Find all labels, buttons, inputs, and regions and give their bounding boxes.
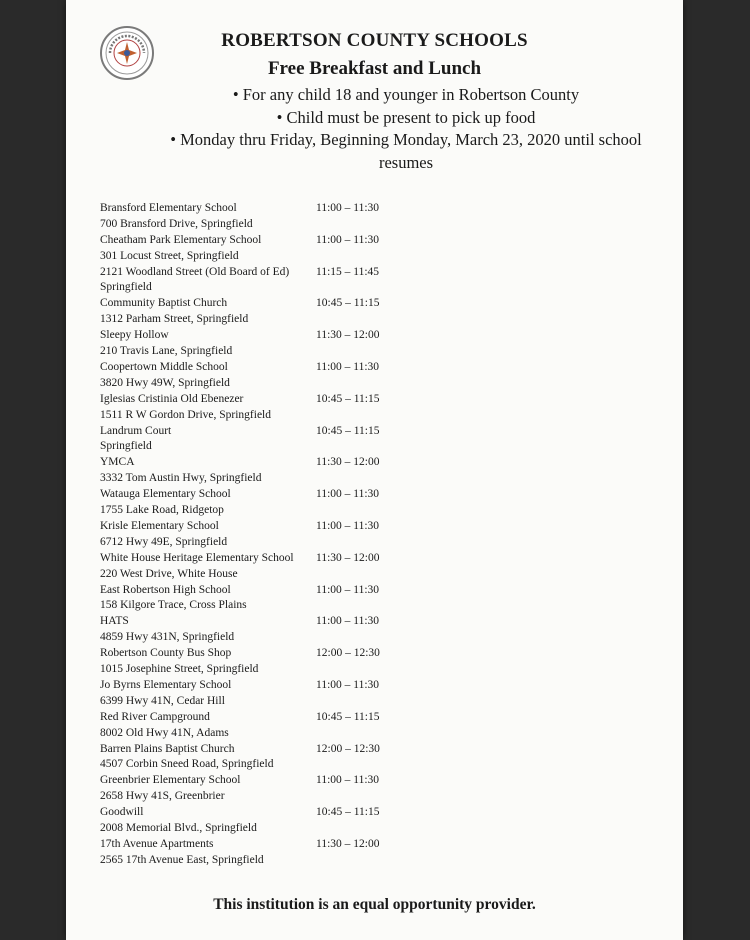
location-address: 700 Bransford Drive, Springfield [100,217,253,230]
flyer-page [66,0,683,940]
location-time: 10:45 – 11:15 [316,297,380,310]
location-time: 11:30 – 12:00 [316,456,380,469]
location-name: YMCA [100,456,135,469]
location-address: 8002 Old Hwy 41N, Adams [100,726,229,739]
location-entry [100,392,660,424]
location-name: Community Baptist Church [100,297,228,310]
location-time: 11:00 – 11:30 [316,774,380,787]
location-time: 11:00 – 11:30 [316,360,380,373]
location-name: Watauga Elementary School [100,488,231,501]
location-entry [100,742,660,774]
location-name: Iglesias Cristinia Old Ebenezer [100,392,244,405]
location-entry [100,201,660,233]
location-time: 11:30 – 12:00 [316,329,380,342]
location-time: 11:30 – 12:00 [316,837,380,850]
location-name: Barren Plains Baptist Church [100,742,235,755]
location-address: 3332 Tom Austin Hwy, Springfield [100,472,262,485]
location-entry [100,646,660,678]
location-time: 10:45 – 11:15 [316,710,380,723]
location-address: 1015 Josephine Street, Springfield [100,662,259,675]
location-address: 158 Kilgore Trace, Cross Plains [100,599,247,612]
location-entry [100,360,660,392]
location-time: 11:00 – 11:30 [316,519,380,532]
location-name: Krisle Elementary School [100,519,219,532]
location-address: 2008 Memorial Blvd., Springfield [100,821,257,834]
location-address: 1511 R W Gordon Drive, Springfield [100,408,271,421]
location-address: 220 West Drive, White House [100,567,238,580]
location-address: 3820 Hwy 49W, Springfield [100,376,230,389]
location-address: 6712 Hwy 49E, Springfield [100,535,228,548]
location-entry [100,296,660,328]
bullet-presence: • Child must be present to pick up food [276,107,536,127]
location-entry [100,837,660,869]
eligibility-bullets [146,84,666,174]
location-name: Bransford Elementary School [100,202,237,214]
location-address: Springfield [100,281,152,294]
location-name: 17th Avenue Apartments [100,837,214,850]
location-name: Coopertown Middle School [100,360,228,373]
location-time: 11:00 – 11:30 [316,678,380,691]
bullet-age: • For any child 18 and younger in Robertson County [232,85,580,104]
location-time: 12:00 – 12:30 [316,742,380,755]
location-address: 301 Locust Street, Springfield [100,249,239,262]
location-name: Greenbrier Elementary School [100,774,241,787]
page-subtitle: Free Breakfast and Lunch [267,58,482,79]
location-entry [100,328,660,360]
location-time: 12:00 – 12:30 [316,647,380,660]
location-entry [100,424,660,456]
location-address: 4859 Hwy 431N, Springfield [100,631,235,644]
page-title: ROBERTSON COUNTY SCHOOLS [221,30,528,51]
location-address: 1755 Lake Road, Ridgetop [100,503,224,516]
location-name: 2121 Woodland Street (Old Board of Ed) [100,265,290,278]
location-address: 2658 Hwy 41S, Greenbrier [100,790,225,803]
location-address: 6399 Hwy 41N, Cedar Hill [100,694,225,707]
bullet-schedule: • Monday thru Friday, Beginning Monday, March 23, 2020 until school resumes [170,130,642,172]
location-address: 4507 Corbin Sneed Road, Springfield [100,758,274,771]
location-time: 11:00 – 11:30 [316,488,380,501]
location-time: 11:00 – 11:30 [316,233,380,246]
location-entry [100,551,660,583]
location-name: Jo Byrns Elementary School [100,678,232,691]
location-name: White House Heritage Elementary School [100,551,294,564]
location-entry [100,805,660,837]
location-entry [100,710,660,742]
location-entry [100,265,660,297]
location-address: Springfield [100,440,152,453]
location-name: Landrum Court [100,424,172,437]
location-time: 11:00 – 11:30 [316,583,380,596]
location-name: HATS [100,615,129,628]
location-name: Sleepy Hollow [100,329,169,342]
location-address: 2565 17th Avenue East, Springfield [100,853,264,866]
location-time: 11:30 – 12:00 [316,551,380,564]
location-name: Goodwill [100,806,144,819]
location-time: 11:00 – 11:30 [316,615,380,628]
location-time: 11:15 – 11:45 [316,265,380,278]
location-entry [100,773,660,805]
location-time: 10:45 – 11:15 [316,806,380,819]
location-time: 11:00 – 11:30 [316,202,380,214]
location-entry [100,519,660,551]
location-entry [100,455,660,487]
location-name: East Robertson High School [100,583,231,596]
location-name: Robertson County Bus Shop [100,647,232,660]
location-time: 10:45 – 11:15 [316,392,380,405]
location-list [100,201,660,869]
location-name: Cheatham Park Elementary School [100,233,262,246]
location-entry [100,487,660,519]
location-entry [100,233,660,265]
location-time: 10:45 – 11:15 [316,424,380,437]
location-name: Red River Campground [100,710,210,723]
location-entry [100,583,660,615]
location-address: 210 Travis Lane, Springfield [100,344,233,357]
location-entry [100,614,660,646]
location-entry [100,678,660,710]
equal-opportunity-statement: This institution is an equal opportunity provider. [213,896,536,913]
location-address: 1312 Parham Street, Springfield [100,313,249,326]
